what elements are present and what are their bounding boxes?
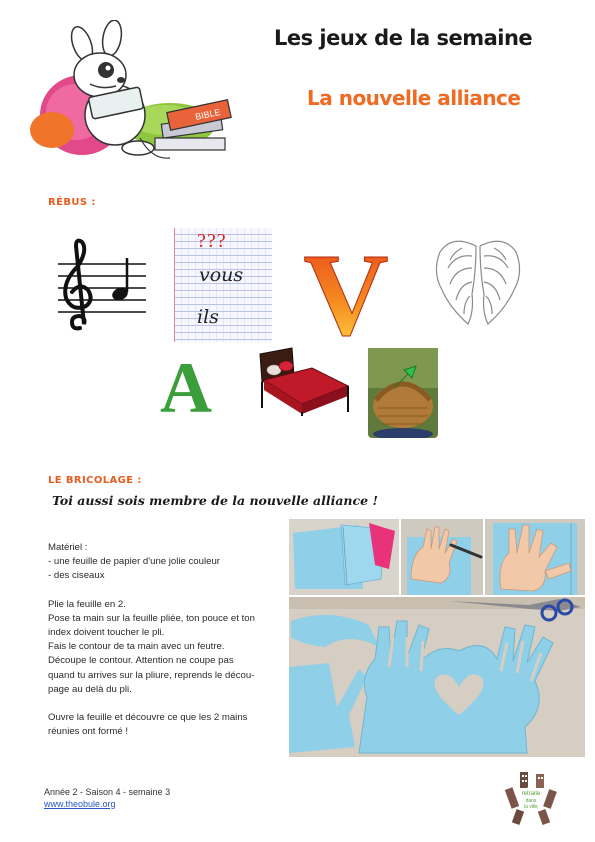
page-subtitle: La nouvelle alliance: [307, 86, 521, 110]
letter-v-image: [296, 234, 396, 344]
logo-line-2: dans: [525, 798, 537, 804]
question-marks-text: ???: [197, 230, 227, 252]
rebus-section-label: RÉBUS :: [48, 197, 96, 208]
hand-tracing-photo: [401, 519, 483, 595]
craft-section-label: LE BRICOLAGE :: [48, 475, 142, 486]
step-line: Fais le contour de ta main avec un feutre.: [48, 641, 225, 653]
step-line: index doivent toucher le pli.: [48, 627, 165, 639]
logo-line-3: la ville: [524, 804, 538, 810]
logo-line-1: retraite: [521, 791, 541, 797]
retraite-logo: [502, 768, 560, 828]
letter-v-text: V: [303, 234, 389, 344]
conclusion-line: réunies ont formé !: [48, 726, 128, 738]
step-line: Plie la feuille en 2.: [48, 598, 126, 610]
materials-item: - des ciseaux: [48, 570, 105, 582]
notebook-image: [174, 228, 272, 342]
materials-title: Matériel :: [48, 542, 88, 553]
conclusion-line: Ouvre la feuille et découvre ce que les 2 mains: [48, 712, 248, 724]
issue-info: Année 2 - Saison 4 - semaine 3: [44, 787, 171, 797]
step-line: Pose ta main sur la feuille pliée, ton pouce et ton: [48, 612, 255, 624]
website-link[interactable]: www.theobule.org: [44, 798, 116, 809]
notebook-word-ils: ils: [197, 306, 219, 328]
letter-a-image: A: [160, 348, 212, 428]
step-line: page au delà du pli.: [48, 683, 132, 695]
rabbit-illustration: [20, 20, 255, 170]
materials-item: - une feuille de papier d'une jolie couleur: [48, 556, 220, 568]
notebook-word-vous: vous: [199, 264, 244, 286]
craft-heading: Toi aussi sois membre de la nouvelle alliance !: [52, 493, 378, 508]
step-line: quand tu arrives sur la pliure, reprends le décou-: [48, 669, 255, 681]
treble-clef-note-image: [52, 236, 148, 334]
footer: [44, 787, 170, 810]
page-title: Les jeux de la semaine: [274, 26, 533, 50]
hand-on-fold-photo: [485, 519, 585, 595]
heart-hands-photo: [289, 597, 585, 757]
folded-paper-photo: [289, 519, 399, 595]
step-line: Découpe le contour. Attention ne coupe pas: [48, 655, 234, 667]
wings-image: [432, 232, 524, 336]
bed-image: [252, 346, 352, 416]
craft-instructions: [48, 541, 288, 739]
picnic-basket-image: [368, 348, 438, 438]
bible-book-label: BIBLE: [194, 106, 222, 122]
